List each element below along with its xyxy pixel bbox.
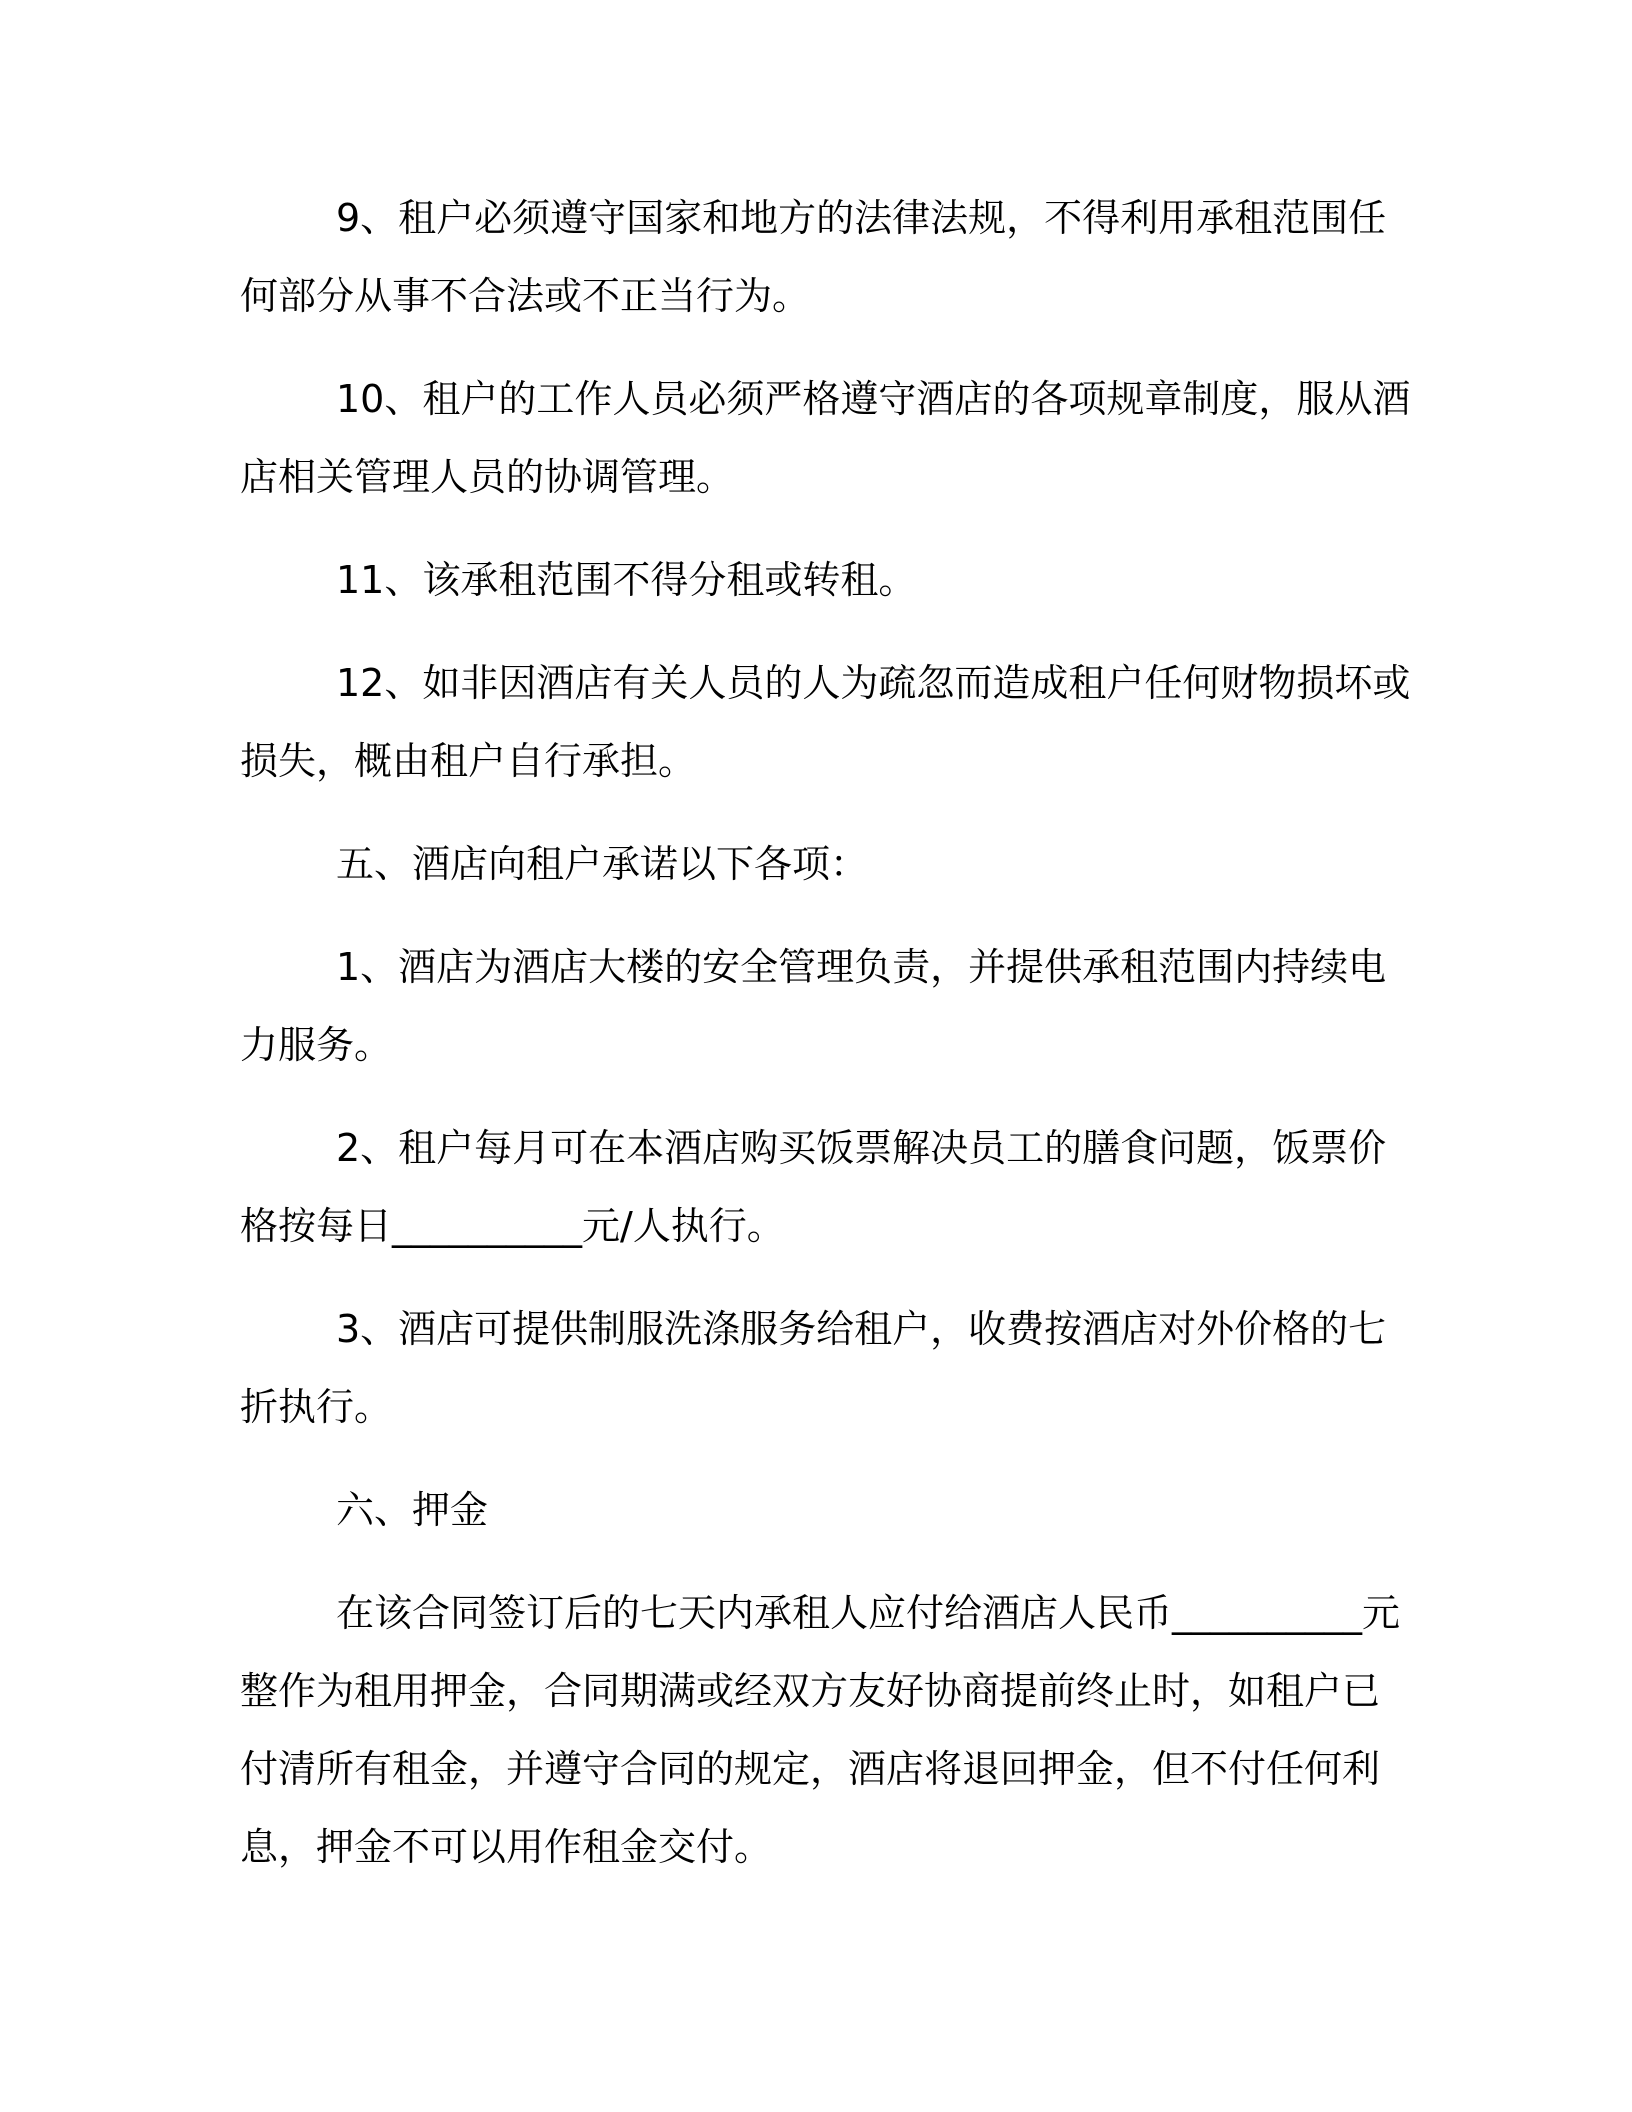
clause-10-line-2: 店相关管理人员的协调管理。 [240,455,735,499]
sec5-clause-1-line-2: 力服务。 [240,1023,393,1067]
section-6-heading [240,1471,1390,1549]
section-5-heading [240,825,1390,903]
clause-9 [240,179,1390,335]
deposit-clause-line-4: 息，押金不可以用作租金交付。 [240,1825,773,1869]
clause-12 [240,644,1411,800]
clause-10-line-1: 10、租户的工作人员必须严格遵守酒店的各项规章制度，服从酒 [336,377,1411,421]
clause-12-line-2: 损失，概由租户自行承担。 [240,739,697,783]
deposit-clause [240,1574,1401,1886]
sec5-clause-2 [240,1109,1390,1265]
section-5-heading-text: 五、酒店向租户承诺以下各项： [336,842,869,886]
clause-9-line-2: 何部分从事不合法或不正当行为。 [240,274,811,318]
clause-11-line-1: 11、该承租范围不得分租或转租。 [336,558,917,602]
clause-11 [240,541,1390,619]
sec5-clause-2-line-2: 格按每日__________元/人执行。 [240,1204,785,1248]
deposit-clause-line-3: 付清所有租金，并遵守合同的规定，酒店将退回押金，但不付任何利 [240,1747,1381,1791]
sec5-clause-2-line-1: 2、租户每月可在本酒店购买饭票解决员工的膳食问题，饭票价 [336,1126,1387,1170]
sec5-clause-3-line-1: 3、酒店可提供制服洗涤服务给租户，收费按酒店对外价格的七 [336,1307,1387,1351]
deposit-clause-line-1: 在该合同签订后的七天内承租人应付给酒店人民币__________元 [336,1591,1401,1635]
sec5-clause-3-line-2: 折执行。 [240,1385,393,1429]
clause-12-line-1: 12、如非因酒店有关人员的人为疏忽而造成租户任何财物损坏或 [336,661,1411,705]
sec5-clause-1-line-1: 1、酒店为酒店大楼的安全管理负责，并提供承租范围内持续电 [336,945,1387,989]
clause-10 [240,360,1411,516]
clause-9-line-1: 9、租户必须遵守国家和地方的法律法规，不得利用承租范围任 [336,196,1387,240]
sec5-clause-1 [240,928,1390,1084]
deposit-clause-line-2: 整作为租用押金，合同期满或经双方友好协商提前终止时，如租户已 [240,1669,1381,1713]
section-6-heading-text: 六、押金 [336,1488,489,1532]
sec5-clause-3 [240,1290,1390,1446]
